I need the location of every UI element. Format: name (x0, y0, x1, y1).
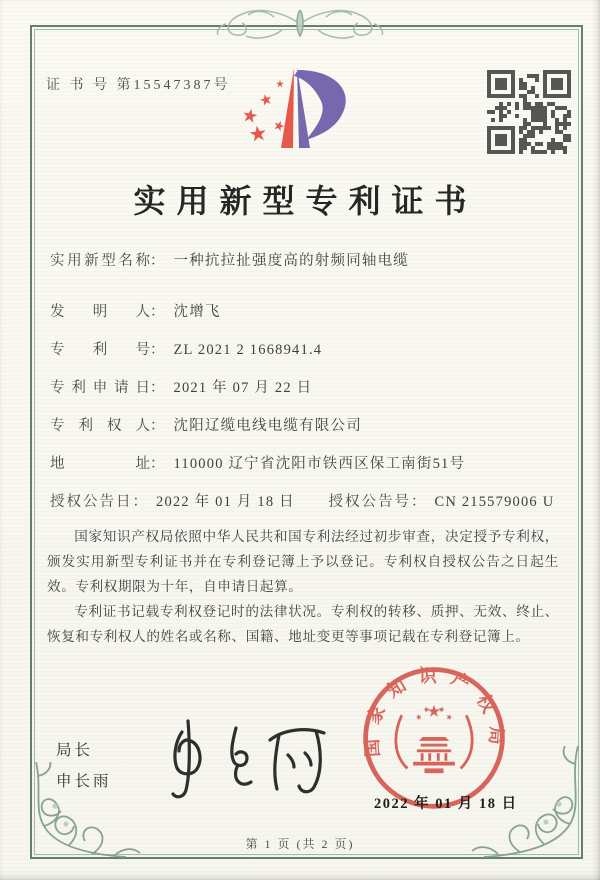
field-value: 2021 年 07 月 22 日 (173, 380, 313, 396)
grant-date-group: 授权公告日： 2022 年 01 月 18 日 (50, 494, 295, 510)
page-footer: 第 1 页 (共 2 页) (245, 837, 355, 851)
field-utility-model-name: 实用新型名称： 一种抗拉扯强度高的射频同轴电缆 (50, 250, 558, 272)
signer-name: 申长雨 (56, 773, 112, 790)
field-value: 沈增飞 (173, 304, 221, 320)
field-label: 发明人 (50, 304, 150, 320)
field-grant-announcement (50, 491, 558, 513)
field-value: ZL 2021 2 1668941.4 (173, 342, 323, 358)
field-application-date: 专利申请日： 2021 年 07 月 22 日 (50, 377, 558, 399)
field-address: 地址： 110000 辽宁省沈阳市铁西区保工南街51号 (50, 453, 558, 475)
qr-code (487, 70, 571, 154)
grant-number-group: 授权公告号： CN 215579006 U (328, 494, 555, 510)
legal-paragraph-2: 专利证书记载专利权登记时的法律状况。专利权的转移、质押、无效、终止、恢复和专利权人的姓名或名称、国籍、地址变更等事项记载在专利登记簿上。 (47, 604, 559, 644)
grant-date-value: 2022 年 01 月 18 日 (156, 494, 295, 510)
field-label: 专利申请日 (50, 380, 150, 396)
signer-block (56, 735, 112, 797)
field-value: 沈阳辽缆电线电缆有限公司 (173, 418, 362, 434)
grant-number-label: 授权公告号 (328, 494, 411, 510)
field-value: 110000 辽宁省沈阳市铁西区保工南街51号 (173, 456, 466, 472)
field-inventor: 发明人： 沈增飞 (50, 301, 558, 323)
field-patent-number: 专利号： ZL 2021 2 1668941.4 (50, 339, 558, 361)
grant-number-value: CN 215579006 U (434, 494, 555, 510)
certificate-number: 证 书 号 第15547387号 (46, 78, 231, 93)
field-label: 专利号 (50, 342, 150, 358)
field-label: 实用新型名称 (50, 253, 150, 269)
field-label: 地址 (50, 456, 150, 472)
seal-date: 2022 年 01 月 18 日 (374, 796, 518, 812)
certificate-title: 实用新型专利证书 (133, 183, 478, 219)
fields-section (50, 250, 558, 529)
handwritten-signature-icon (150, 716, 345, 808)
field-label: 专利权人 (50, 418, 150, 434)
cnipa-logo-icon (236, 60, 364, 168)
seal-ring-text: 国家知识产权局 (361, 665, 507, 758)
grant-date-label: 授权公告日 (50, 494, 133, 510)
field-value: 一种抗拉扯强度高的射频同轴电缆 (173, 253, 409, 269)
seal-national-emblem-icon (396, 705, 472, 773)
field-patentee: 专利权人： 沈阳辽缆电线电缆有限公司 (50, 415, 558, 437)
signer-title: 局长 (56, 742, 94, 759)
legal-text (47, 524, 559, 649)
legal-paragraph-1: 国家知识产权局依照中华人民共和国专利法经过初步审查，决定授予专利权，颁发实用新型专利证书并在专利登记簿上予以登记。专利权自授权公告之日起生效。专利权期限为十年，自申请日起算。 (47, 529, 559, 594)
